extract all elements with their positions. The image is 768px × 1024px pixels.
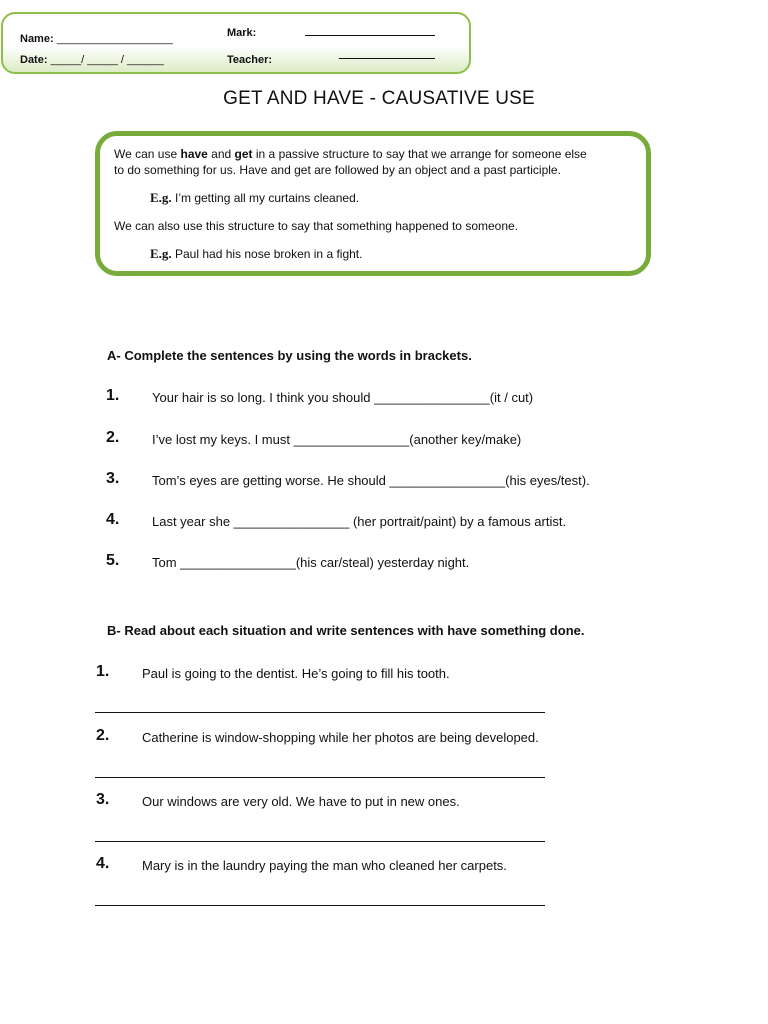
eg-label: E.g. xyxy=(150,190,172,205)
situation-text: Paul is going to the dentist. He’s going to fill his tooth. xyxy=(142,666,450,681)
info-have-bold: have xyxy=(180,147,208,161)
item-number: 5. xyxy=(106,552,120,569)
example-1 xyxy=(150,190,359,207)
example-text: I’m getting all my curtains cleaned. xyxy=(171,191,360,205)
teacher-field[interactable] xyxy=(339,58,435,59)
item-number: 1. xyxy=(106,387,120,404)
mark-label: Mark: xyxy=(227,27,257,39)
question-text[interactable]: Last year she ________________ (her portrait/paint) by a famous artist. xyxy=(152,514,567,529)
info-text: to do something for us. Have and get are followed by an object and a past participle. xyxy=(114,162,561,177)
name-row xyxy=(20,33,173,45)
situation-text: Mary is in the laundry paying the man who cleaned her carpets. xyxy=(142,858,507,873)
question-text[interactable]: Tom’s eyes are getting worse. He should ________________(his eyes/test). xyxy=(152,473,590,488)
item-number: 3. xyxy=(96,791,110,808)
answer-line[interactable] xyxy=(95,841,545,842)
item-number: 2. xyxy=(96,727,110,744)
example-2 xyxy=(150,246,362,263)
teacher-label: Teacher: xyxy=(227,54,273,66)
date-blank[interactable]: _____/ _____ / ______ xyxy=(50,54,164,66)
question-text[interactable]: I’ve lost my keys. I must ________________(another key/make) xyxy=(152,432,522,447)
info-get-bold: get xyxy=(234,147,253,161)
page-title: GET AND HAVE - CAUSATIVE USE xyxy=(223,88,535,109)
name-label: Name: xyxy=(20,33,54,45)
example-text: Paul had his nose broken in a fight. xyxy=(171,247,363,261)
situation-text: Our windows are very old. We have to put in new ones. xyxy=(142,794,460,809)
info-text: and xyxy=(207,147,235,161)
section-b-heading: B- Read about each situation and write sentences with have something done. xyxy=(107,623,585,638)
question-text[interactable]: Tom ________________(his car/steal) yesterday night. xyxy=(152,555,470,570)
section-a-heading: A- Complete the sentences by using the words in brackets. xyxy=(107,348,472,363)
eg-label: E.g. xyxy=(150,246,172,261)
question-text[interactable]: Your hair is so long. I think you should ________________(it / cut) xyxy=(152,390,534,405)
item-number: 2. xyxy=(106,429,120,446)
answer-line[interactable] xyxy=(95,777,545,778)
item-number: 4. xyxy=(106,511,120,528)
mark-field[interactable] xyxy=(305,35,435,36)
answer-line[interactable] xyxy=(95,905,545,906)
date-label: Date: xyxy=(20,54,48,66)
item-number: 4. xyxy=(96,855,110,872)
info-paragraph-2: We can also use this structure to say that something happened to someone. xyxy=(114,219,519,233)
info-paragraph-1 xyxy=(114,147,587,178)
info-text: in a passive structure to say that we arrange for someone else xyxy=(252,147,587,161)
situation-text: Catherine is window-shopping while her photos are being developed. xyxy=(142,730,539,745)
item-number: 1. xyxy=(96,663,110,680)
item-number: 3. xyxy=(106,470,120,487)
answer-line[interactable] xyxy=(95,712,545,713)
name-blank[interactable]: ___________________ xyxy=(56,33,173,45)
info-text: We can use xyxy=(114,147,181,161)
date-row xyxy=(20,54,164,66)
